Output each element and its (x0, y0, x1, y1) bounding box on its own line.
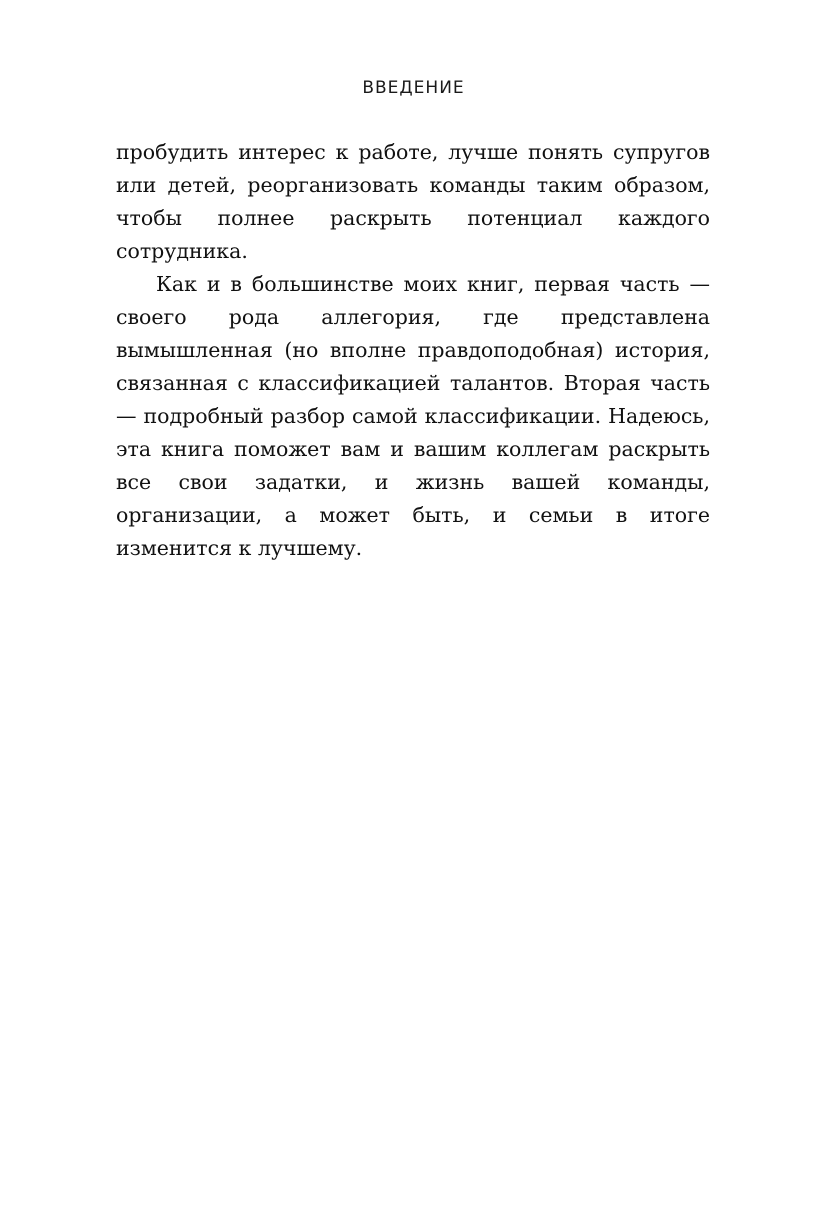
paragraph-1: пробудить интерес к работе, лучше понять супругов или детей, реорганизовать команды таким образом, чтобы полнее раскрыть потенциал каждого сотрудника. (116, 140, 710, 263)
paragraph-2: Как и в большинстве моих книг, первая часть — своего рода аллегория, где представлена вымышленная (но вполне правдоподобная) история, связанная с классификацией талантов. Вторая часть — подробный разбор самой классификации. Надеюсь, эта книга поможет вам и вашим коллегам раскрыть все свои задатки, и жизнь вашей команды, организации, а может быть, и семьи в итоге изменится к лучшему. (116, 272, 710, 560)
body-text (116, 136, 710, 565)
running-head: ВВЕДЕНИЕ (362, 78, 465, 98)
